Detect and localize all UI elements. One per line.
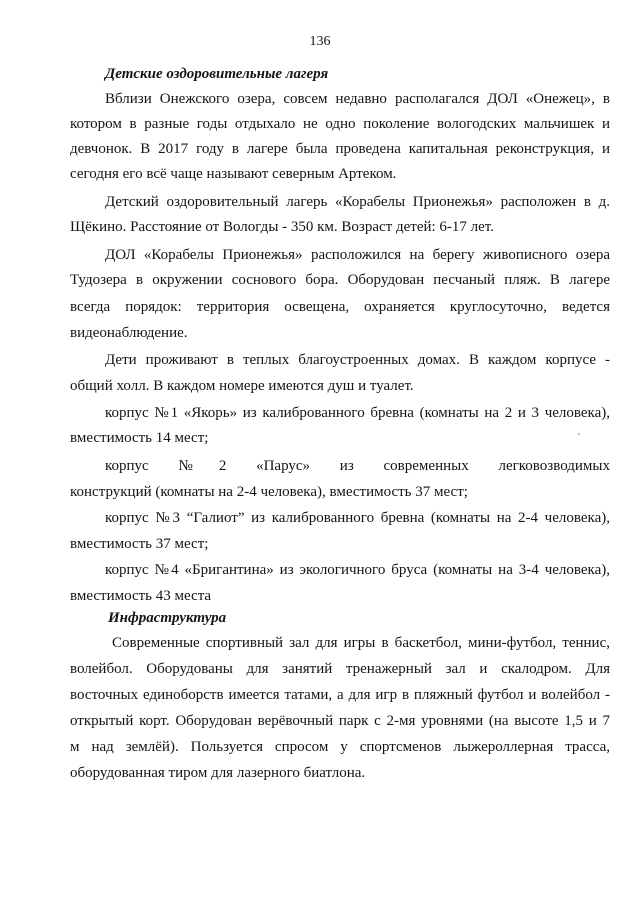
paragraph-line: конструкций (комнаты на 2-4 человека), вместимость 37 мест; <box>70 484 468 500</box>
paragraph-line: девчонок. В 2017 году в лагере была проведена капитальная реконструкция, и <box>70 141 610 157</box>
paragraph-line: Современные спортивный зал для игры в баскетбол, мини-футбол, теннис, <box>112 635 610 651</box>
paragraph-line: общий холл. В каждом номере имеются душ и туалет. <box>70 378 414 394</box>
paragraph-line: волейбол. Оборудованы для занятий тренажерный зал и скалодром. Для <box>70 661 610 677</box>
paragraph-line: корпус №1 «Якорь» из калиброванного бревна (комнаты на 2 и 3 человека), <box>105 405 610 421</box>
paragraph-line: корпус №2 «Парус» из современных легковозводимых <box>105 458 610 474</box>
paragraph-line: видеонаблюдение. <box>70 325 188 341</box>
paragraph-line: вместимость 37 мест; <box>70 536 209 552</box>
paragraph-line: открытый корт. Оборудован верёвочный парк с 2-мя уровнями (на высоте 1,5 и 7 <box>70 713 610 729</box>
stray-mark: ' <box>578 432 580 443</box>
paragraph-line: восточных единоборств имеется татами, а для игр в пляжный футбол и волейбол - <box>70 687 610 703</box>
paragraph-line: Детский оздоровительный лагерь «Корабелы Прионежья» расположен в д. <box>105 194 610 210</box>
paragraph-line: корпус №4 «Бригантина» из экологичного бруса (комнаты на 3-4 человека), <box>105 562 610 578</box>
paragraph-line: Дети проживают в теплых благоустроенных домах. В каждом корпусе - <box>105 352 610 368</box>
paragraph-line: вместимость 14 мест; <box>70 430 209 446</box>
paragraph-line: вместимость 43 места <box>70 588 212 604</box>
paragraph-line: сегодня его всё чаще называют северным Артеком. <box>70 166 397 182</box>
section-heading-camps: Детские оздоровительные лагеря <box>105 66 329 82</box>
paragraph-line: котором в разные годы отдыхало не одно поколение вологодских мальчишек и <box>70 116 610 132</box>
paragraph-line: Тудозера в окружении соснового бора. Оборудован песчаный пляж. В лагере <box>70 272 610 288</box>
page-number: 136 <box>309 34 331 49</box>
paragraph-line: корпус №3 “Галиот” из калиброванного бревна (комнаты на 2-4 человека), <box>105 510 610 526</box>
paragraph-line: оборудованная тиром для лазерного биатлона. <box>70 765 366 781</box>
section-heading-infrastructure: Инфраструктура <box>108 610 227 626</box>
paragraph-line: ДОЛ «Корабелы Прионежья» расположился на берегу живописного озера <box>105 247 610 263</box>
paragraph-line: Щёкино. Расстояние от Вологды - 350 км. Возраст детей: 6-17 лет. <box>70 219 494 235</box>
paragraph-line: м над землёй). Пользуется спросом у спортсменов лыжероллерная трасса, <box>70 739 610 755</box>
paragraph-line: всегда порядок: территория освещена, охраняется круглосуточно, ведется <box>70 299 610 315</box>
paragraph-line: Вблизи Онежского озера, совсем недавно располагался ДОЛ «Онежец», в <box>105 91 610 107</box>
